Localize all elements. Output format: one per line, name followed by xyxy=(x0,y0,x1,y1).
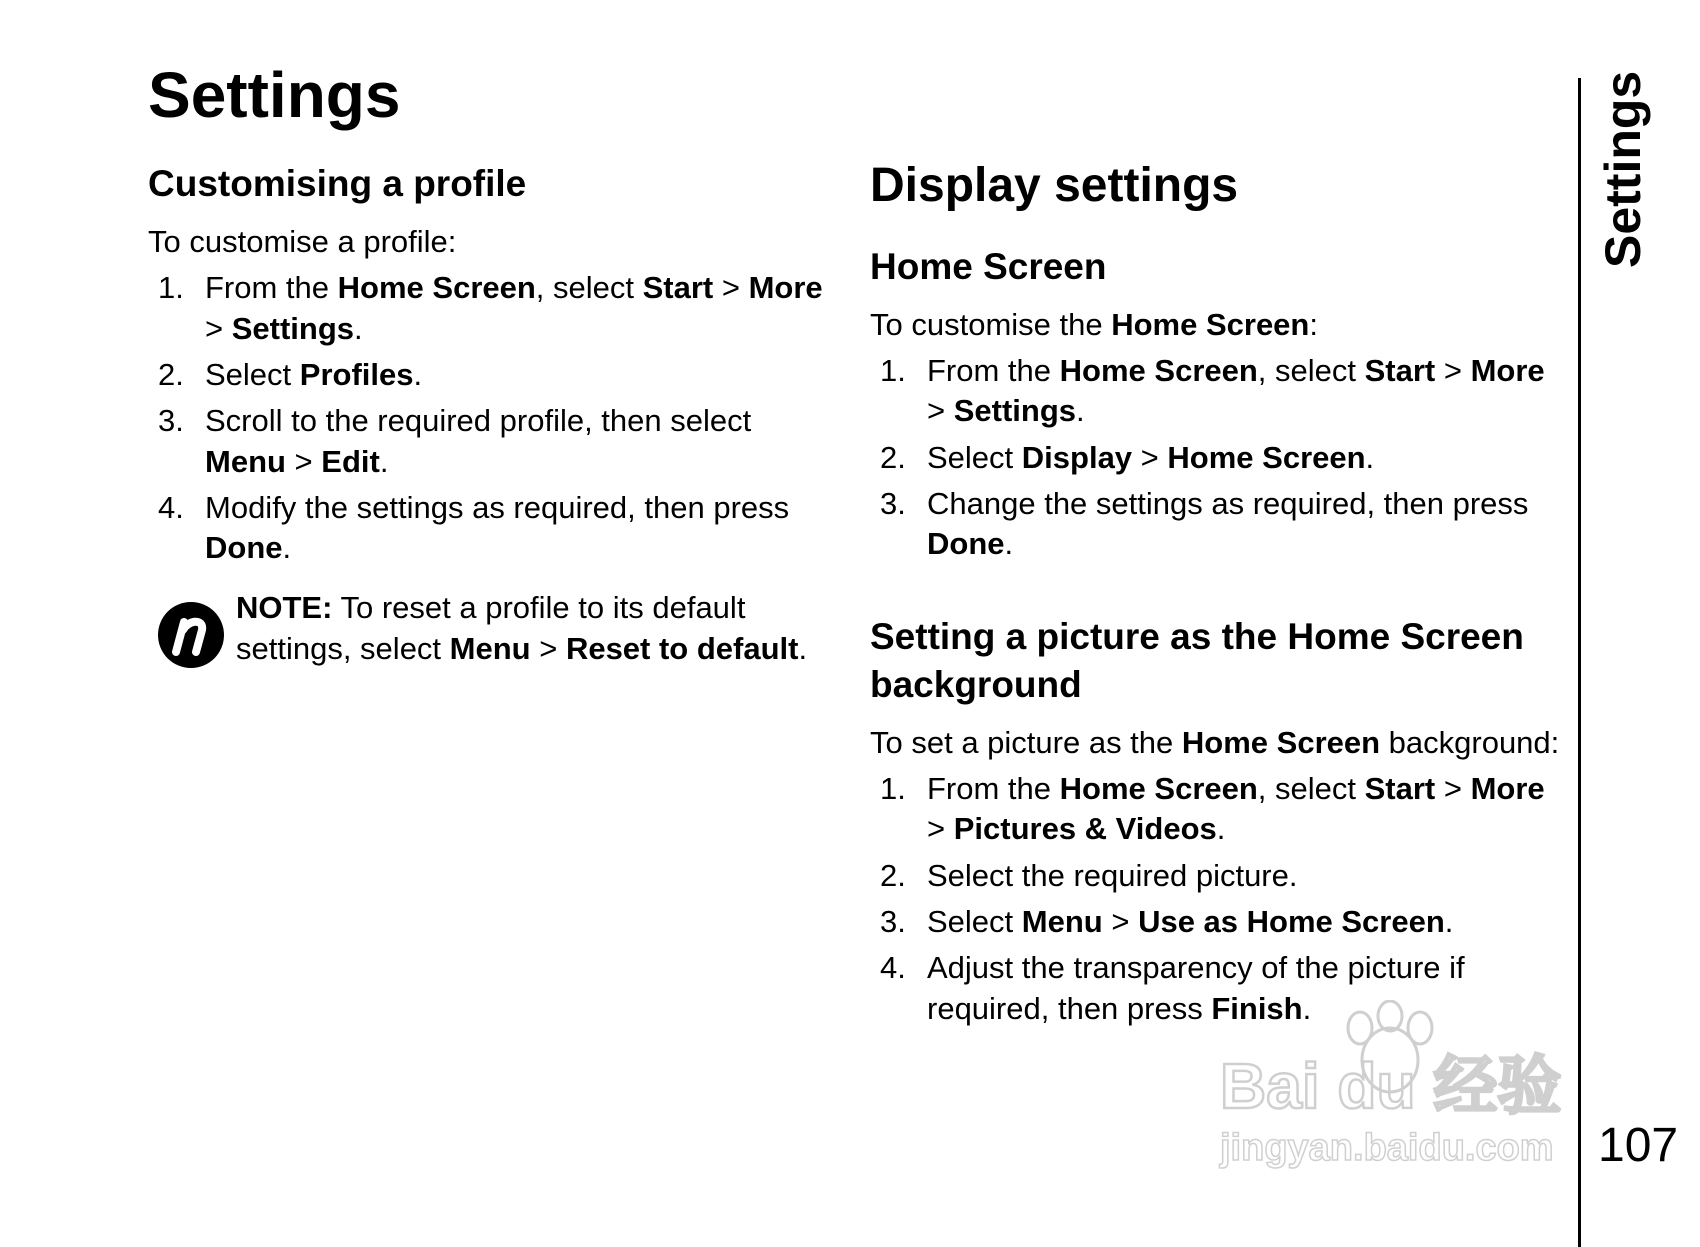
picture-background-heading: Setting a picture as the Home Screen background xyxy=(870,615,1524,705)
list-item: 1. From the Home Screen, select Start > More > Settings. xyxy=(880,353,1545,429)
watermark-brand: Bai du 经验 xyxy=(1220,1050,1562,1122)
picture-background-intro: To set a picture as the Home Screen background: xyxy=(870,724,1560,760)
home-screen-heading: Home Screen xyxy=(870,245,1107,287)
note-icon xyxy=(156,600,226,670)
side-tab-label: Settings xyxy=(1595,70,1651,268)
list-item: 2. Select the required picture. xyxy=(880,857,1298,893)
list-item: 2. Select Profiles. xyxy=(158,356,423,392)
list-item: 2. Select Display > Home Screen. xyxy=(880,439,1375,475)
list-item: 3. Change the settings as required, then press Done. xyxy=(880,486,1529,562)
home-screen-steps xyxy=(870,351,1570,564)
customising-profile-intro: To customise a profile: xyxy=(148,224,457,260)
list-item: 3. Scroll to the required profile, then select Menu > Edit. xyxy=(158,403,752,479)
home-screen-intro: To customise the Home Screen: xyxy=(870,306,1318,342)
display-settings-heading: Display settings xyxy=(870,159,1239,212)
page-title: Settings xyxy=(148,59,401,131)
right-column xyxy=(870,160,1570,1035)
list-item: 3. Select Menu > Use as Home Screen. xyxy=(880,904,1454,940)
list-item: 1. From the Home Screen, select Start > More > Settings. xyxy=(158,270,823,346)
customising-profile-steps xyxy=(148,268,838,568)
list-item: 4. Modify the settings as required, then press Done. xyxy=(158,489,790,566)
list-item: 1. From the Home Screen, select Start > More > Pictures & Videos. xyxy=(880,771,1545,847)
note-text: NOTE: To reset a profile to its default settings, select Menu > Reset to default. xyxy=(236,590,808,666)
left-column xyxy=(148,160,838,670)
watermark-url: jingyan.baidu.com xyxy=(1220,1127,1554,1169)
picture-background-steps xyxy=(870,769,1570,1029)
page-number: 107 xyxy=(1598,1119,1679,1172)
note-box xyxy=(148,588,838,670)
list-item: 4. Adjust the transparency of the picture if required, then press Finish. xyxy=(880,950,1465,1026)
customising-profile-heading: Customising a profile xyxy=(148,163,527,204)
baidu-watermark xyxy=(1210,1000,1600,1180)
